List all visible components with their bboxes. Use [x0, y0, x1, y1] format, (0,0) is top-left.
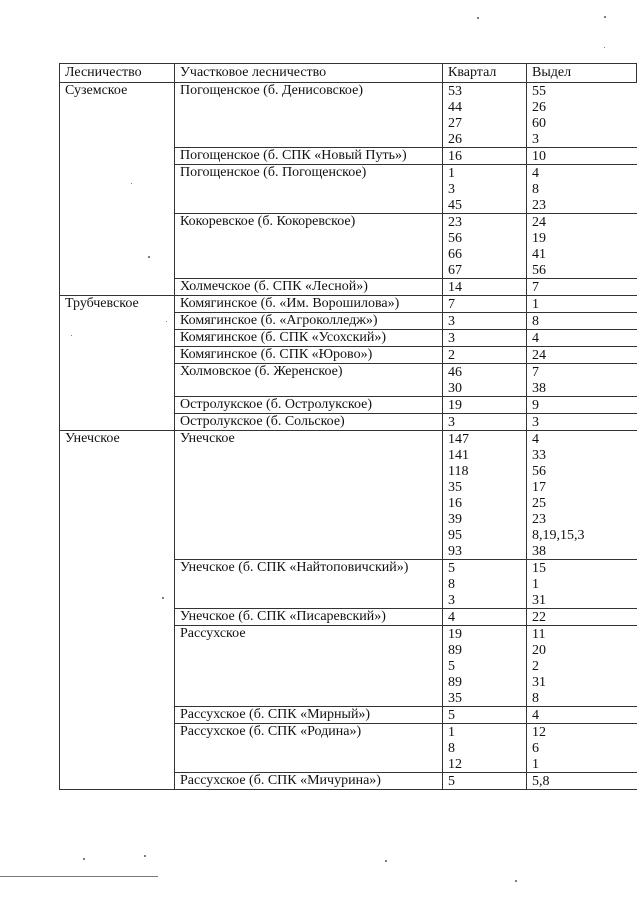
section-cell [527, 724, 637, 773]
section-value: 60 [532, 116, 546, 131]
quarter-value: 16 [448, 496, 462, 511]
quarter-value: 19 [448, 398, 462, 413]
quarter-value: 39 [448, 512, 462, 527]
quarter-cell [443, 773, 527, 790]
quarter-cell [443, 296, 527, 313]
section-cell [527, 609, 637, 626]
section-value: 11 [532, 627, 546, 642]
quarter-value: 26 [448, 132, 462, 147]
section-cell [527, 414, 637, 431]
section-value: 20 [532, 643, 546, 658]
district-name: Холмовское (б. Жеренское) [175, 364, 443, 397]
district-name: Рассухское [175, 626, 443, 707]
section-value: 6 [532, 741, 539, 756]
quarter-cell [443, 148, 527, 165]
district-name: Комягинское (б. СПК «Юрово») [175, 347, 443, 364]
scan-speck [148, 256, 150, 258]
footer-rule [0, 876, 158, 877]
quarter-cell [443, 414, 527, 431]
quarter-value: 67 [448, 263, 462, 278]
scan-speck [477, 17, 479, 19]
section-value: 4 [532, 708, 539, 723]
forestry-table [59, 63, 637, 790]
section-value: 55 [532, 84, 546, 99]
scan-speck [604, 47, 605, 48]
section-value: 24 [532, 215, 546, 230]
section-value: 41 [532, 247, 546, 262]
section-cell [527, 165, 637, 214]
section-cell [527, 279, 637, 296]
district-name: Рассухское (б. СПК «Мичурина») [175, 773, 443, 790]
district-name: Унечское (б. СПК «Найтоповичский») [175, 560, 443, 609]
quarter-value: 3 [448, 593, 455, 608]
district-name: Унечское (б. СПК «Писаревский») [175, 609, 443, 626]
header-district: Участковое лесничество [175, 64, 443, 83]
section-value: 12 [532, 725, 546, 740]
section-value: 56 [532, 464, 546, 479]
quarter-value: 23 [448, 215, 462, 230]
district-name: Погощенское (б. Погощенское) [175, 165, 443, 214]
district-name: Остролукское (б. Остролукское) [175, 397, 443, 414]
section-value: 1 [532, 757, 539, 772]
district-name: Рассухское (б. СПК «Мирный») [175, 707, 443, 724]
section-value: 7 [532, 365, 539, 380]
section-value: 38 [532, 544, 546, 559]
quarter-value: 45 [448, 198, 462, 213]
section-value: 9 [532, 398, 539, 413]
section-cell [527, 148, 637, 165]
section-cell [527, 83, 637, 148]
quarter-cell [443, 431, 527, 560]
section-value: 31 [532, 675, 546, 690]
section-value: 25 [532, 496, 546, 511]
forestry-name: Суземское [60, 83, 175, 296]
section-value: 56 [532, 263, 546, 278]
quarter-value: 3 [448, 415, 455, 430]
section-value: 23 [532, 198, 546, 213]
quarter-cell [443, 347, 527, 364]
quarter-value: 3 [448, 331, 455, 346]
scan-speck [144, 855, 146, 857]
section-value: 17 [532, 480, 546, 495]
quarter-value: 12 [448, 757, 462, 772]
section-value: 7 [532, 280, 539, 295]
quarter-value: 141 [448, 448, 469, 463]
quarter-value: 56 [448, 231, 462, 246]
district-name: Холмечское (б. СПК «Лесной») [175, 279, 443, 296]
section-value: 15 [532, 561, 546, 576]
quarter-cell [443, 707, 527, 724]
quarter-value: 95 [448, 528, 462, 543]
quarter-value: 8 [448, 577, 455, 592]
district-name: Остролукское (б. Сольское) [175, 414, 443, 431]
quarter-cell [443, 609, 527, 626]
section-cell [527, 313, 637, 330]
quarter-value: 19 [448, 627, 462, 642]
district-name: Комягинское (б. «Агроколледж») [175, 313, 443, 330]
quarter-cell [443, 397, 527, 414]
district-name: Комягинское (б. СПК «Усохский») [175, 330, 443, 347]
quarter-value: 89 [448, 643, 462, 658]
quarter-value: 93 [448, 544, 462, 559]
quarter-value: 5 [448, 659, 455, 674]
quarter-value: 5 [448, 708, 455, 723]
section-value: 1 [532, 577, 539, 592]
quarter-value: 46 [448, 365, 462, 380]
section-cell [527, 431, 637, 560]
table-header-row [60, 64, 637, 83]
forestry-name: Унечское [60, 431, 175, 790]
quarter-cell [443, 724, 527, 773]
section-cell [527, 214, 637, 279]
section-cell [527, 397, 637, 414]
quarter-cell [443, 364, 527, 397]
section-value: 8,19,15,3 [532, 528, 585, 543]
scan-speck [166, 321, 167, 322]
section-value: 3 [532, 415, 539, 430]
table-row [60, 83, 637, 148]
scan-speck [83, 858, 85, 860]
quarter-value: 30 [448, 381, 462, 396]
quarter-value: 27 [448, 116, 462, 131]
quarter-value: 4 [448, 610, 455, 625]
section-value: 4 [532, 166, 539, 181]
section-value: 2 [532, 659, 539, 674]
district-name: Комягинское (б. «Им. Ворошилова») [175, 296, 443, 313]
quarter-cell [443, 165, 527, 214]
section-value: 5,8 [532, 774, 550, 789]
section-cell [527, 347, 637, 364]
section-value: 8 [532, 182, 539, 197]
header-forestry: Лесничество [60, 64, 175, 83]
quarter-cell [443, 313, 527, 330]
section-value: 19 [532, 231, 546, 246]
table-row [60, 431, 637, 560]
header-section: Выдел [527, 64, 637, 83]
scan-speck [71, 335, 72, 336]
quarter-value: 3 [448, 314, 455, 329]
section-value: 22 [532, 610, 546, 625]
quarter-cell [443, 83, 527, 148]
section-cell [527, 707, 637, 724]
forestry-name: Трубчевское [60, 296, 175, 431]
table-row [60, 296, 637, 313]
scan-speck [604, 16, 606, 18]
district-name: Унечское [175, 431, 443, 560]
section-value: 4 [532, 331, 539, 346]
scan-speck [515, 880, 517, 882]
quarter-value: 118 [448, 464, 469, 479]
section-cell [527, 296, 637, 313]
section-value: 26 [532, 100, 546, 115]
quarter-value: 147 [448, 432, 469, 447]
section-value: 4 [532, 432, 539, 447]
section-value: 1 [532, 297, 539, 312]
quarter-cell [443, 214, 527, 279]
quarter-value: 16 [448, 149, 462, 164]
section-value: 3 [532, 132, 539, 147]
quarter-value: 5 [448, 561, 455, 576]
district-name: Кокоревское (б. Кокоревское) [175, 214, 443, 279]
district-name: Погощенское (б. Денисовское) [175, 83, 443, 148]
header-quarter: Квартал [443, 64, 527, 83]
scan-speck [385, 860, 387, 862]
quarter-value: 89 [448, 675, 462, 690]
scan-speck [162, 597, 164, 599]
scan-speck [131, 183, 132, 184]
quarter-value: 7 [448, 297, 455, 312]
quarter-value: 5 [448, 774, 455, 789]
quarter-value: 35 [448, 480, 462, 495]
section-value: 38 [532, 381, 546, 396]
section-value: 31 [532, 593, 546, 608]
quarter-value: 8 [448, 741, 455, 756]
section-cell [527, 330, 637, 347]
quarter-value: 1 [448, 166, 455, 181]
quarter-value: 44 [448, 100, 462, 115]
table-body [60, 83, 637, 790]
section-value: 24 [532, 348, 546, 363]
district-name: Рассухское (б. СПК «Родина») [175, 724, 443, 773]
quarter-cell [443, 279, 527, 296]
quarter-value: 1 [448, 725, 455, 740]
section-value: 23 [532, 512, 546, 527]
quarter-cell [443, 330, 527, 347]
quarter-value: 66 [448, 247, 462, 262]
section-value: 33 [532, 448, 546, 463]
quarter-value: 14 [448, 280, 462, 295]
section-value: 8 [532, 314, 539, 329]
section-cell [527, 364, 637, 397]
section-cell [527, 560, 637, 609]
district-name: Погощенское (б. СПК «Новый Путь») [175, 148, 443, 165]
quarter-value: 53 [448, 84, 462, 99]
section-value: 10 [532, 149, 546, 164]
quarter-cell [443, 626, 527, 707]
quarter-value: 35 [448, 691, 462, 706]
section-cell [527, 773, 637, 790]
section-value: 8 [532, 691, 539, 706]
section-cell [527, 626, 637, 707]
quarter-value: 3 [448, 182, 455, 197]
quarter-value: 2 [448, 348, 455, 363]
quarter-cell [443, 560, 527, 609]
